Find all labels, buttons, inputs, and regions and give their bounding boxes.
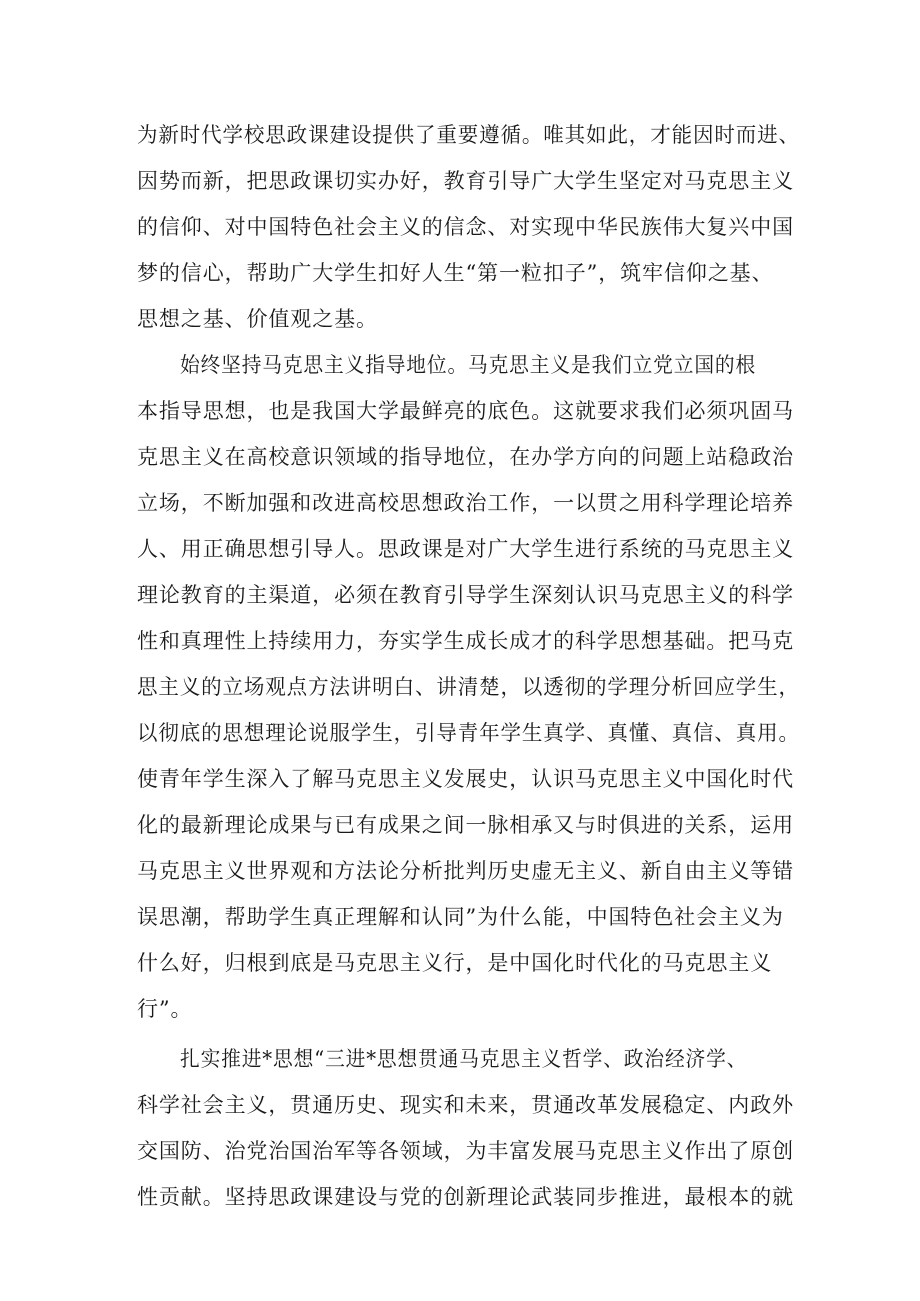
text-line: 思主义的立场观点方法讲明白、讲清楚，以透彻的学理分析回应学生， (137, 675, 800, 699)
text-line: 马克思主义世界观和方法论分析批判历史虚无主义、新自由主义等错 (137, 859, 794, 883)
text-line: 理论教育的主渠道，必须在教育引导学生深刻认识马克思主义的科学 (137, 583, 794, 607)
text-line: 使青年学生深入了解马克思主义发展史，认识马克思主义中国化时代 (137, 767, 794, 791)
paragraph-first-line: 始终坚持马克思主义指导地位。马克思主义是我们立党立国的根 (180, 353, 757, 377)
text-line: 思想之基、价值观之基。 (137, 307, 378, 331)
text-line: 化的最新理论成果与已有成果之间一脉相承又与时俱进的关系，运用 (137, 813, 794, 837)
paragraph-first-line: 扎实推进*思想“三进*思想贯通马克思主义哲学、政治经济学、 (180, 1047, 748, 1071)
text-line: 性贡献。坚持思政课建设与党的创新理论武装同步推进，最根本的就 (137, 1185, 794, 1209)
text-line: 为新时代学校思政课建设提供了重要遵循。唯其如此，才能因时而进、 (137, 123, 800, 147)
text-line: 因势而新，把思政课切实办好，教育引导广大学生坚定对马克思主义 (137, 169, 794, 193)
text-line: 人、用正确思想引导人。思政课是对广大学生进行系统的马克思主义 (137, 537, 794, 561)
text-line: 本指导思想，也是我国大学最鲜亮的底色。这就要求我们必须巩固马 (137, 399, 794, 423)
text-line: 立场，不断加强和改进高校思想政治工作，一以贯之用科学理论培养 (137, 491, 794, 515)
text-line: 什么好，归根到底是马克思主义行，是中国化时代化的马克思主义 (137, 951, 773, 975)
text-line: 梦的信心，帮助广大学生扣好人生“第一粒扣子”，筑牢信仰之基、 (137, 261, 774, 285)
text-line: 性和真理性上持续用力，夯实学生成长成才的科学思想基础。把马克 (137, 629, 794, 653)
text-line: 交国防、治党治国治军等各领域，为丰富发展马克思主义作出了原创 (137, 1139, 794, 1163)
text-line: 行”。 (137, 997, 193, 1021)
text-line: 的信仰、对中国特色社会主义的信念、对实现中华民族伟大复兴中国 (137, 215, 794, 239)
text-line: 克思主义在高校意识领域的指导地位，在办学方向的问题上站稳政治 (137, 445, 794, 469)
text-line: 以彻底的思想理论说服学生，引导青年学生真学、真懂、真信、真用。 (137, 721, 800, 745)
text-line: 科学社会主义，贯通历史、现实和未来，贯通改革发展稳定、内政外 (137, 1093, 794, 1117)
text-line: 误思潮，帮助学生真正理解和认同”为什么能，中国特色社会主义为 (137, 905, 784, 929)
